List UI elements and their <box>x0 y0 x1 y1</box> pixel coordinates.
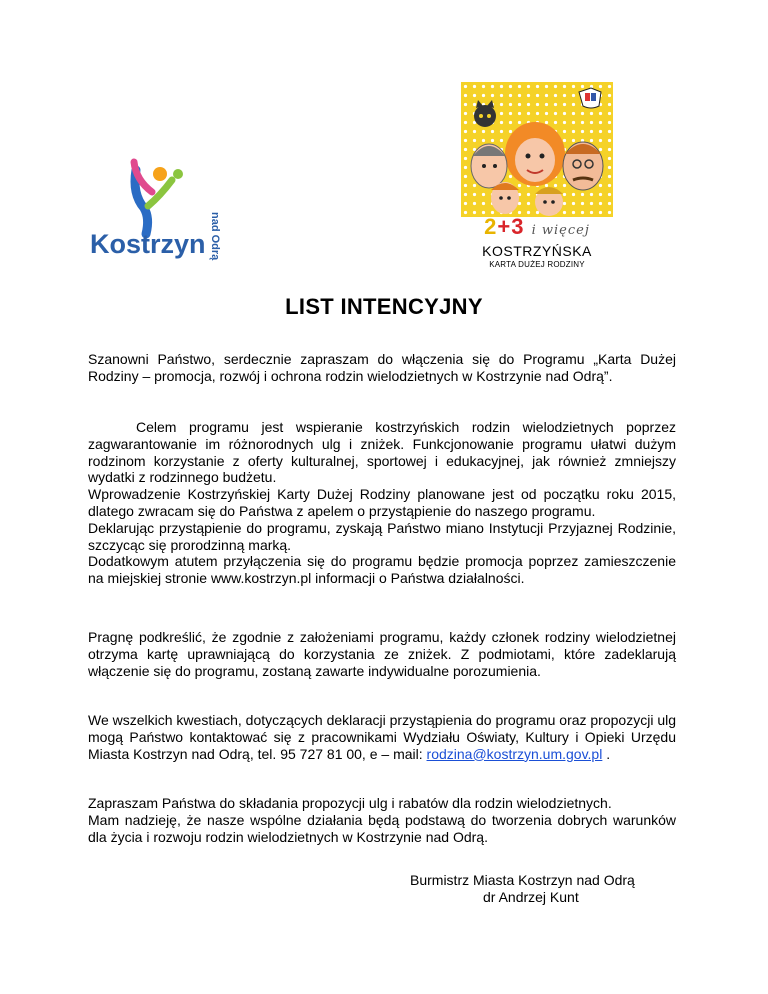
logo-city-name: Kostrzyn <box>90 229 206 259</box>
card-number-three: 3 <box>511 214 525 239</box>
paragraph-closing <box>88 795 676 845</box>
contact-email-link[interactable]: rodzina@kostrzyn.um.gov.pl <box>426 745 603 762</box>
kostrzyn-logo <box>88 150 228 270</box>
family-card-illustration <box>461 82 613 217</box>
contact-text-end: . <box>606 745 611 762</box>
closing-invitation-text: Zapraszam Państwa do składania propozycji ulg i rabatów dla rodzin wielodzietnych. <box>88 795 612 811</box>
logo-city-suffix: nad Odrą <box>209 212 221 261</box>
paragraph-program-goals <box>88 419 676 587</box>
signature-block <box>410 872 670 906</box>
document-title: LIST INTENCYJNY <box>285 294 483 319</box>
card-subtitle: KARTA DUŻEJ RODZINY <box>489 260 585 269</box>
kostrzyn-figure-icon <box>134 162 183 234</box>
paragraph-promotion-text: Dodatkowym atutem przyłączenia się do programu będzie promocja poprzez zamieszczenie na miejskiej stronie www.kostrzyn.pl informacji o Państwa działalności. <box>88 553 676 587</box>
paragraph-goals-text: Celem programu jest wspieranie kostrzyńskich rodzin wielodzietnych poprzez zagwarantowanie im różnorodnych ulg i zniżek. Funkcjonowanie programu ułatwi dużym rodzinom korzystanie z oferty kulturalnej, sportowej i edukacyjnej, jak również zmniejszy wydatki z rodzinnego budżetu. <box>88 419 676 486</box>
family-card-logo <box>458 82 616 272</box>
card-and-more: i więcej <box>531 223 590 238</box>
paragraph-launch-text: Wprowadzenie Kostrzyńskiej Karty Dużej Rodziny planowane jest od początku roku 2015, dlatego zwracam się do Państwa z apelem o przystąpienie do naszego programu. <box>88 486 676 519</box>
signature-name: dr Andrzej Kunt <box>483 889 579 905</box>
family-faces-icon <box>461 82 613 217</box>
card-plus: + <box>497 214 512 239</box>
paragraph-contact <box>88 712 676 762</box>
paragraph-card-benefits: Pragnę podkreślić, że zgodnie z założeniami programu, każdy członek rodziny wielodzietnej otrzyma kartę uprawniającą do korzystania ze zniżek. Z podmiotami, które zadeklarują włączenie się do programu, zostaną zawarte indywidualne porozumienia. <box>88 629 676 679</box>
card-title: KOSTRZYŃSKA <box>482 243 592 259</box>
paragraph-greeting: Szanowni Państwo, serdecznie zapraszam do włączenia się do Programu „Karta Dużej Rodziny – promocja, rozwój i ochrona rodzin wielodzietnych w Kostrzynie nad Odrą”. <box>88 351 676 384</box>
signature-title: Burmistrz Miasta Kostrzyn nad Odrą <box>410 872 635 888</box>
card-number-two: 2 <box>484 214 498 239</box>
closing-hope-text: Mam nadzieję, że nasze wspólne działania będą podstawą do tworzenia dobrych warunków dla życia i rozwoju rodzin wielodzietnych w Kostrzynie nad Odrą. <box>88 811 676 845</box>
contact-text: We wszelkich kwestiach, dotyczących deklaracji przystąpienia do programu oraz propozycji ulg mogą Państwo kontaktować się z pracownikami Wydziału Oświaty, Kultury i Opieki Urzędu Miasta Kostrzyn nad Odrą, tel. 95 727 81 00, e – mail: <box>88 712 676 762</box>
paragraph-declaration-text: Deklarując przystąpienie do programu, zyskają Państwo miano Instytucji Przyjaznej Rodzinie, szczycąc się prorodzinną marką. <box>88 519 676 553</box>
